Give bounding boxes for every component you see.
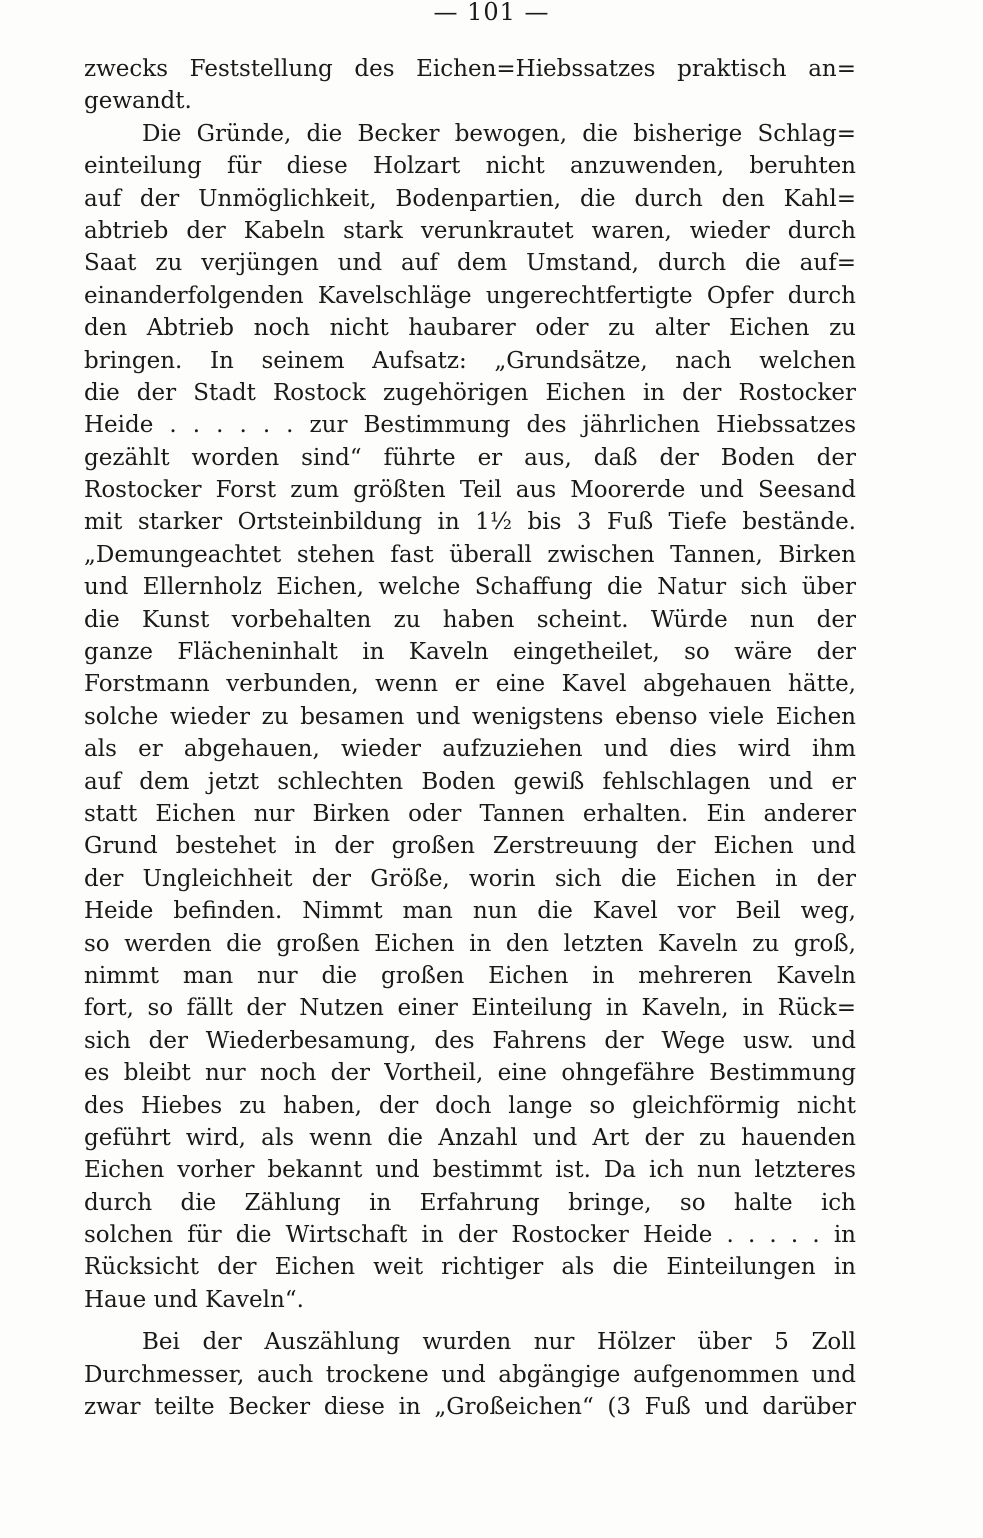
text-line: Bei der Auszählung wurden nur Hölzer über 5 Zoll xyxy=(142,1329,856,1356)
text-line: Heide . . . . . . zur Bestimmung des jährlichen Hiebssatzes xyxy=(84,412,856,439)
page-number: — 101 — xyxy=(433,0,550,26)
text-line: Forstmann verbunden, wenn er eine Kavel abgehauen hätte, xyxy=(84,671,856,698)
text-line: Haue und Kaveln“. xyxy=(84,1286,304,1313)
text-line: einteilung für diese Holzart nicht anzuwenden, beruhten xyxy=(84,153,856,180)
text-line: statt Eichen nur Birken oder Tannen erhalten. Ein anderer xyxy=(84,800,856,827)
text-line: „Demungeachtet stehen fast überall zwischen Tannen, Birken xyxy=(84,541,856,568)
text-line: gewandt. xyxy=(84,88,192,115)
text-line: den Abtrieb noch nicht haubarer oder zu alter Eichen zu xyxy=(84,315,856,342)
text-line: sich der Wiederbesamung, des Fahrens der Wege usw. und xyxy=(84,1027,856,1054)
text-line: Eichen vorher bekannt und bestimmt ist. Da ich nun letzteres xyxy=(84,1157,856,1184)
text-line: und Ellernholz Eichen, welche Schaffung die Natur sich über xyxy=(84,574,856,601)
text-line: abtrieb der Kabeln stark verunkrautet waren, wieder durch xyxy=(84,217,856,244)
text-line: auf der Unmöglichkeit, Bodenpartien, die durch den Kahl= xyxy=(84,185,856,212)
text-line: Die Gründe, die Becker bewogen, die bisherige Schlag= xyxy=(142,120,856,147)
text-line: des Hiebes zu haben, der doch lange so gleichförmig nicht xyxy=(84,1092,856,1119)
text-line: mit starker Ortsteinbildung in 1½ bis 3 Fuß Tiefe bestände. xyxy=(84,509,856,536)
text-line: Rücksicht der Eichen weit richtiger als die Einteilungen in xyxy=(84,1254,856,1281)
text-line: Rostocker Forst zum größten Teil aus Moorerde und Seesand xyxy=(84,477,856,504)
text-line: durch die Zählung in Erfahrung bringe, so halte ich xyxy=(84,1189,856,1216)
text-line: als er abgehauen, wieder aufzuziehen und dies wird ihm xyxy=(84,736,856,763)
text-line: die der Stadt Rostock zugehörigen Eichen in der Rostocker xyxy=(84,379,856,406)
text-line: solche wieder zu besamen und wenigstens ebenso viele Eichen xyxy=(84,703,856,730)
text-line: es bleibt nur noch der Vortheil, eine ohngefähre Bestimmung xyxy=(84,1060,856,1087)
text-line: nimmt man nur die großen Eichen in mehreren Kaveln xyxy=(84,962,856,989)
text-line: fort, so fällt der Nutzen einer Einteilung in Kaveln, in Rück= xyxy=(84,995,856,1022)
text-line: geführt wird, als wenn die Anzahl und Art der zu hauenden xyxy=(84,1124,856,1151)
text-line: zwecks Feststellung des Eichen=Hiebssatzes praktisch an= xyxy=(84,56,856,82)
text-line: gezählt worden sind“ führte er aus, daß der Boden der xyxy=(84,444,856,471)
text-line: der Ungleichheit der Größe, worin sich die Eichen in der xyxy=(84,865,856,892)
text-line: Grund bestehet in der großen Zerstreuung der Eichen und xyxy=(84,833,856,860)
text-line: so werden die großen Eichen in den letzten Kaveln zu groß, xyxy=(84,930,856,957)
text-line: bringen. In seinem Aufsatz: „Grundsätze, nach welchen xyxy=(84,347,856,374)
text-line: Saat zu verjüngen und auf dem Umstand, durch die auf= xyxy=(84,250,856,277)
text-line: solchen für die Wirtschaft in der Rostocker Heide . . . . . in xyxy=(84,1222,856,1249)
text-line: Heide befinden. Nimmt man nun die Kavel vor Beil weg, xyxy=(84,898,856,925)
text-line: auf dem jetzt schlechten Boden gewiß fehlschlagen und er xyxy=(84,768,856,795)
text-line: einanderfolgenden Kavelschläge ungerechtfertigte Opfer durch xyxy=(84,282,856,309)
body-text xyxy=(84,53,856,1423)
text-line: zwar teilte Becker diese in „Großeichen“ (3 Fuß und darüber xyxy=(84,1394,856,1421)
text-line: Durchmesser, auch trockene und abgängige aufgenommen und xyxy=(84,1361,856,1388)
text-line: ganze Flächeninhalt in Kaveln eingetheilet, so wäre der xyxy=(84,639,856,666)
text-line: die Kunst vorbehalten zu haben scheint. Würde nun der xyxy=(84,606,856,633)
